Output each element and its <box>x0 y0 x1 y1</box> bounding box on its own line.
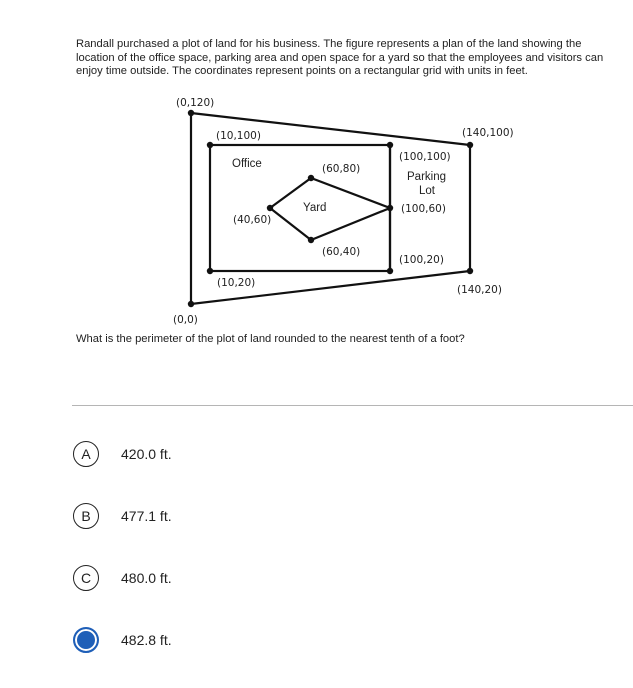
region-office: Office <box>232 158 262 170</box>
choice-a[interactable] <box>73 440 172 468</box>
label-100-60: (100,60) <box>401 203 446 215</box>
divider <box>72 405 633 406</box>
label-60-80: (60,80) <box>322 163 361 175</box>
land-plan-figure <box>0 0 633 330</box>
choice-b-text: 477.1 ft. <box>121 508 172 524</box>
vertex-10-20 <box>207 268 213 274</box>
label-140-20: (140,20) <box>457 284 502 296</box>
vertex-140-20 <box>467 268 473 274</box>
choice-a-bubble[interactable]: A <box>73 441 99 467</box>
choice-b[interactable] <box>73 502 172 530</box>
vertex-0-0 <box>188 301 194 307</box>
vertex-0-120 <box>188 110 194 116</box>
label-10-100: (10,100) <box>216 130 261 142</box>
label-60-40: (60,40) <box>322 246 361 258</box>
label-100-100: (100,100) <box>399 151 451 163</box>
choice-d-text: 482.8 ft. <box>121 632 172 648</box>
choice-b-bubble[interactable]: B <box>73 503 99 529</box>
vertex-100-20 <box>387 268 393 274</box>
label-0-0: (0,0) <box>173 314 198 326</box>
choice-a-text: 420.0 ft. <box>121 446 172 462</box>
vertex-100-60 <box>387 205 393 211</box>
vertex-10-100 <box>207 142 213 148</box>
label-40-60: (40,60) <box>233 214 272 226</box>
question-prompt: What is the perimeter of the plot of land rounded to the nearest tenth of a foot? <box>76 333 465 345</box>
vertex-100-100 <box>387 142 393 148</box>
choice-d[interactable] <box>73 626 172 654</box>
choice-d-radio-selected[interactable] <box>73 627 99 653</box>
yard-outline <box>270 178 390 240</box>
choice-c-bubble[interactable]: C <box>73 565 99 591</box>
choice-c-text: 480.0 ft. <box>121 570 172 586</box>
vertex-60-40 <box>308 237 314 243</box>
vertex-40-60 <box>267 205 273 211</box>
vertex-60-80 <box>308 175 314 181</box>
choice-c[interactable] <box>73 564 172 592</box>
label-140-100: (140,100) <box>462 127 514 139</box>
label-0-120: (0,120) <box>176 97 215 109</box>
region-parking-line1: Parking <box>407 171 446 183</box>
region-parking-line2: Lot <box>419 185 435 197</box>
region-yard: Yard <box>303 202 327 214</box>
label-10-20: (10,20) <box>217 277 256 289</box>
vertex-140-100 <box>467 142 473 148</box>
label-100-20: (100,20) <box>399 254 444 266</box>
question-text: Randall purchased a plot of land for his business. The figure represents a plan of the land showing the location of the office space, parking area and open space for a yard so that the employees and visitors can enjoy time outside. The coordinates represent points on a rectangular grid with units in feet. <box>76 38 604 78</box>
